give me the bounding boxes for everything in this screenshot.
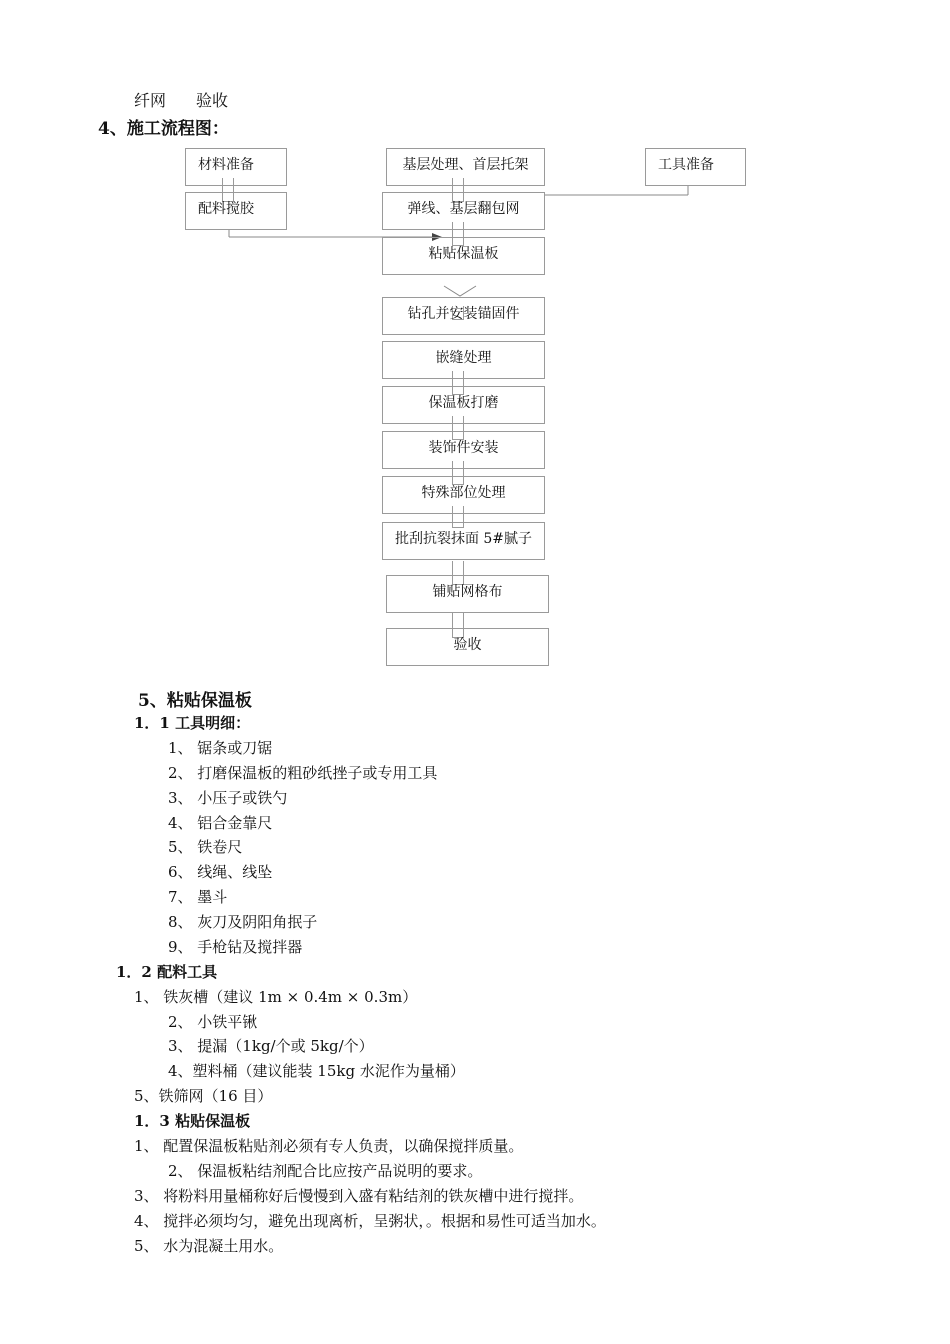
flow-box-special-parts bbox=[382, 476, 545, 514]
section5-title: 5、粘贴保温板 bbox=[138, 691, 252, 711]
flow-box-mesh-cloth bbox=[386, 575, 549, 613]
flow-box-label: 验收 bbox=[453, 637, 482, 653]
flow-box-base-treatment bbox=[386, 148, 545, 186]
s12-item: 5、铁筛网（16 目） bbox=[134, 1087, 273, 1105]
connector-arrow bbox=[444, 286, 476, 296]
s13-item: 1、 配置保温板粘贴剂必须有专人负责，以确保搅拌质量。 bbox=[134, 1137, 524, 1155]
s11-item: 2、 打磨保温板的粗砂纸挫子或专用工具 bbox=[168, 764, 438, 782]
s13-item: 2、 保温板粘结剂配合比应按产品说明的要求。 bbox=[168, 1162, 483, 1180]
flow-box-label: 基层处理、首层托架 bbox=[402, 157, 529, 173]
s12-item: 2、 小铁平锹 bbox=[168, 1013, 258, 1031]
top-text-mesh: 纤网 bbox=[134, 91, 167, 110]
flow-box-label: 铺贴网格布 bbox=[432, 584, 503, 600]
flow-box-acceptance bbox=[386, 628, 549, 666]
flow-box-label: 工具准备 bbox=[658, 157, 714, 173]
s13-item: 3、 将粉料用量桶称好后慢慢到入盛有粘结剂的铁灰槽中进行搅拌。 bbox=[134, 1187, 584, 1205]
flow-box-label: 装饰件安装 bbox=[428, 440, 499, 456]
flow-box-snap-line bbox=[382, 192, 545, 230]
flow-box-mix-adhesive bbox=[185, 192, 287, 230]
flow-box-label: 批刮抗裂抹面 5#腻子 bbox=[394, 531, 533, 547]
s13-title: 1．3 粘贴保温板 bbox=[134, 1112, 251, 1130]
flow-box-label: 弹线、基层翻包网 bbox=[407, 201, 520, 217]
s11-item: 8、 灰刀及阴阳角抿子 bbox=[168, 913, 318, 931]
flow-box-decoration-install bbox=[382, 431, 545, 469]
flow-box-crack-putty bbox=[382, 522, 545, 560]
section4-title: 4、施工流程图： bbox=[98, 119, 229, 139]
flow-box-label: 特殊部位处理 bbox=[421, 485, 506, 501]
flow-box-joint-treatment bbox=[382, 341, 545, 379]
s13-item: 4、 搅拌必须均匀，避免出现离析，呈粥状，。根据和易性可适当加水。 bbox=[134, 1212, 606, 1230]
s12-item: 3、 提漏（1kg/个或 5kg/个） bbox=[168, 1037, 374, 1055]
s12-item: 4、塑料桶（建议能装 15kg 水泥作为量桶） bbox=[168, 1062, 465, 1080]
s11-item: 9、 手枪钻及搅拌器 bbox=[168, 938, 303, 956]
s12-item: 1、 铁灰槽（建议 1m × 0.4m × 0.3m） bbox=[134, 988, 418, 1006]
flow-box-label: 材料准备 bbox=[198, 157, 254, 173]
flow-box-label: 嵌缝处理 bbox=[435, 350, 492, 366]
flow-box-tool-prep bbox=[645, 148, 746, 186]
flow-box-label: 粘贴保温板 bbox=[428, 246, 499, 262]
flow-box-stick-board bbox=[382, 237, 545, 275]
flow-box-label: 保温板打磨 bbox=[428, 395, 499, 411]
s13-item: 5、 水为混凝土用水。 bbox=[134, 1237, 284, 1255]
s11-title: 1．1 工具明细： bbox=[134, 714, 251, 732]
top-text-acceptance: 验收 bbox=[196, 91, 229, 110]
s11-item: 1、 锯条或刀锯 bbox=[168, 739, 273, 757]
s11-item: 4、 铝合金靠尺 bbox=[168, 814, 273, 832]
flow-box-board-sanding bbox=[382, 386, 545, 424]
s11-item: 5、 铁卷尺 bbox=[168, 838, 243, 856]
s12-title: 1．2 配料工具 bbox=[116, 963, 218, 981]
flow-box-label: 配料搅胶 bbox=[198, 201, 254, 217]
s11-item: 6、 线绳、线坠 bbox=[168, 863, 273, 881]
s11-item: 3、 小压子或铁勺 bbox=[168, 789, 288, 807]
flow-box-material-prep bbox=[185, 148, 287, 186]
s11-item: 7、 墨斗 bbox=[168, 888, 228, 906]
flow-box-label: 钻孔并安装锚固件 bbox=[407, 306, 520, 322]
flow-box-drill-anchor bbox=[382, 297, 545, 335]
